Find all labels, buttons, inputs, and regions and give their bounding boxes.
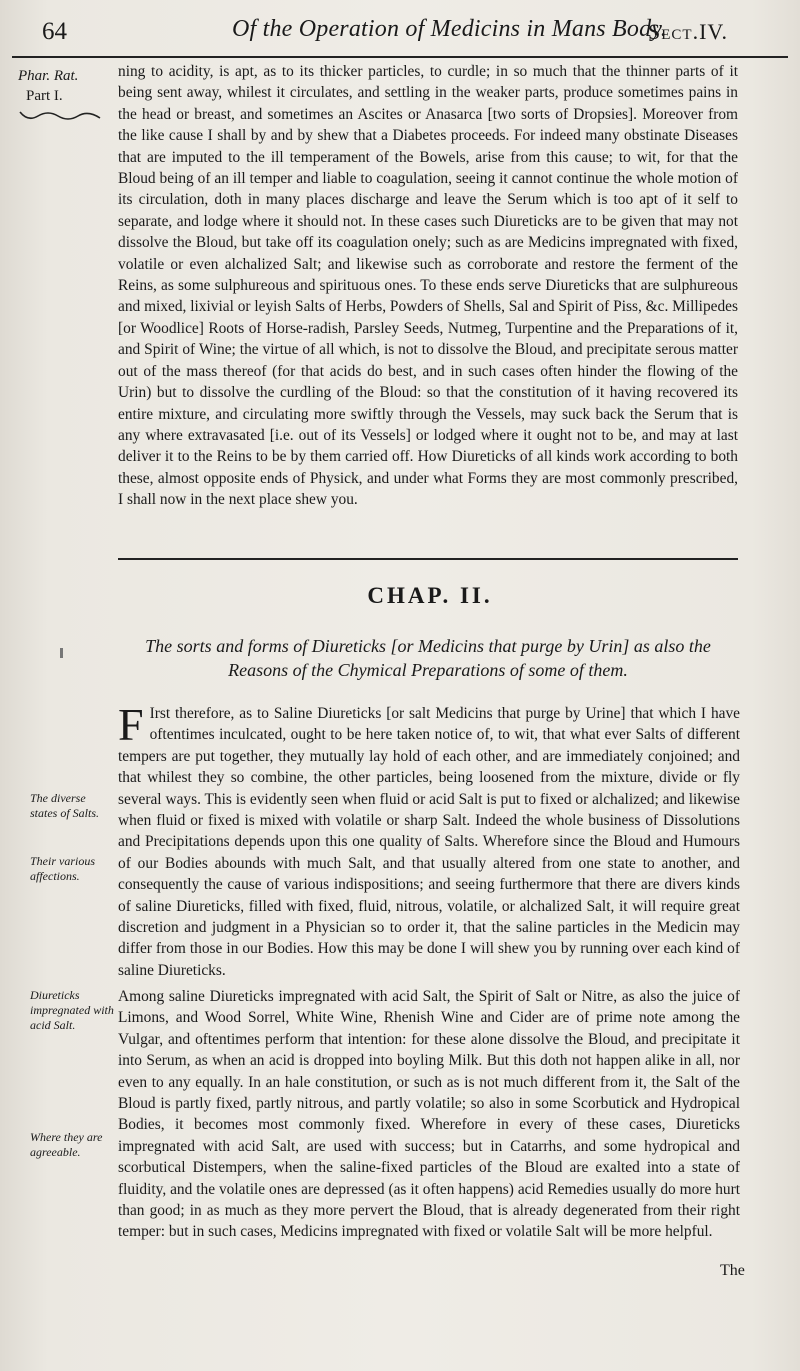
margin-note-acid-salt: Diureticks impregnated with acid Salt. bbox=[30, 988, 114, 1032]
paragraph-acid-salt: Among saline Diureticks impregnated with acid Salt, the Spirit of Salt or Nitre, as also the juice of Limons, and Wood Sorrel, White Wine, Rhenish Wine and Cider are of prime note among the Vulgar, and oftentimes perform that intention: for these alone dissolve the Bloud, and precipitate it into Serum, as when an acid is dropped into boyling Milk. But this doth not happen alike in all, nor even to any equally. In an hale constitution, or such as is not much different from it, the Salt of the Bloud is partly fixed, partly nitrous, and partly volatile; so also in some Scorbutick and Hydropical Bodies, it becomes most commonly fixed. Wherefore in every of these cases, Diureticks impregnated with acid Salt, are used with success; but in Catarrhs, and some hydropical and scorbutical Distempers, when the saline-fixed particles of the Bloud are exalted into a state of fluidity, and the volatile ones are depressed (as it often happens) acid Remedies usually do more hurt than good; in as much as they more pervert the Bloud, that is already degenerated from their right temper: but in such cases, Medicins impregnated with fixed or volatile Salt will be more helpful. bbox=[118, 988, 740, 1241]
catchword: The bbox=[720, 1262, 745, 1279]
margin-note-states: The diverse states of Salts. bbox=[30, 791, 100, 820]
section-label: Sect.IV. bbox=[648, 19, 728, 44]
chapter-title: CHAP. II. bbox=[367, 583, 493, 608]
side-reference-line2: Part I. bbox=[26, 88, 63, 104]
side-reference-line1: Phar. Rat. bbox=[18, 68, 79, 84]
flourish-ornament bbox=[18, 108, 102, 122]
running-head bbox=[0, 0, 800, 58]
page-mark bbox=[60, 648, 63, 658]
paragraph-continued: ning to acidity, is apt, as to its thicker particles, to curdle; in so much that the thinner parts of it being sent away, whilest it circulates, and settling in the weaker parts, produce sometimes pains in the head or breast, and sometimes an Ascites or Anasarca [two sorts of Dropsies]. Moreover from the like cause I shall by and by shew that a Diabetes proceeds. For indeed many obstinate Diseases that are imputed to the ill temperament of the Bowels, arise from this cause; to wit, for that the Bloud being of an ill temper and liable to coagulation, seeing it cannot continue the whole motion of its circulation, doth in many places discharge and leave the Serum which is too apt of it self to separate, and lodge where it should not. In these cases such Diureticks are to be given that may not dissolve the Bloud, but take off its coagulation onely; such as are Medicins impregnated with fixed, volatile or even alchalized Salt; and likewise such as corroborate and restore the ferment of the Reins, as some sulphureous and spirituous ones. To these ends serve Diureticks that are sulphureous and mixed, lixivial or leyish Salts of Herbs, Powders of Shells, Sal and Spirit of Piss, &c. Millipedes [or Woodlice] Roots of Horse-radish, Parsley Seeds, Nutmeg, Turpentine and the Preparations of it, and Spirit of Wine; the virtue of all which, is not to dissolve the Bloud, and precipitate serous matter out of the mass thereof (for that acids do best, and in such cases often hinder the flowing of the Urin) but to dissolve the curdling of the Bloud: so that the constitution of it having recovered its entire mixture, and circulating more swiftly through the Vessels, may suck back the Serum that is any where extravasated [i.e. out of its Vessels] or lodged where it ought not to be, and may at last deliver it to the Reins to be by them carried off. How Diureticks of all kinds work according to both these, almost opposite ends of Physick, and under what Forms they are most commonly prescribed, I shall now in the next place shew you. bbox=[118, 63, 738, 509]
paragraph-opening bbox=[118, 699, 740, 981]
margin-note-affections: Their various affections. bbox=[30, 854, 96, 883]
chapter-rule bbox=[118, 558, 738, 560]
margin-note-agreeable: Where they are agreeable. bbox=[30, 1130, 103, 1159]
header-rule bbox=[12, 56, 788, 58]
page-number: 64 bbox=[42, 18, 67, 45]
running-title: Of the Operation of Medicins in Mans Body. bbox=[232, 16, 668, 42]
paragraph-opening-text: Irst therefore, as to Saline Diureticks [or salt Medicins that purge by Urine] that which I have oftentimes inculcated, ought to be here taken notice of, to wit, that what ever Salts of different tempers are put together, they mutually lay hold of each other, and are immediately conjoined; and that whilest they so combine, the other particles, being loosened from the mixture, divide or fly several ways. This is evidently seen when fluid or acid Salt is put to fixed or alchalized; and likewise when fluid or fixed is mixed with volatile or sharp Salt. Indeed the whole business of Dissolutions and Precipitations depends upon this one quality of Salts. Wherefore since the Bloud and Humours of our Bodies abounds with much Salt, and that usually altered from one state to another, and consequently the cause of various indispositions; and seeing furthermore that there are divers kinds of saline Diureticks, filled with fixed, fluid, nitrous, volatile, or alchalized Salt, it will require great discretion and judgment in a Physician so to order it, that the saline particles in the Medicin may differ from those in our Bodies. How this may be done I will shew you by running over each kind of saline Diureticks. bbox=[118, 705, 740, 979]
drop-capital: F bbox=[118, 699, 144, 750]
side-reference bbox=[18, 66, 108, 106]
chapter-subtitle: The sorts and forms of Diureticks [or Medicins that purge by Urin] as also the Reasons of the Chymical Preparations of some of them. bbox=[145, 636, 711, 680]
